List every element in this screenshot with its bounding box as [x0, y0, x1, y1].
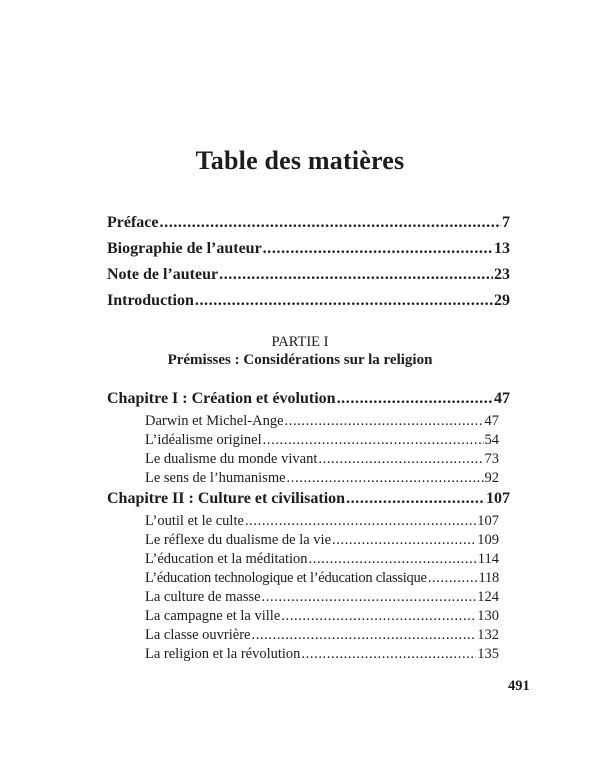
dot-leader — [346, 490, 485, 508]
toc-section-label: La culture de masse — [145, 589, 261, 605]
toc-section-page: 92 — [484, 470, 499, 486]
part-label: PARTIE I — [271, 334, 329, 350]
toc-section-label: L’idéalisme originel — [145, 432, 262, 448]
dot-leader — [219, 266, 493, 284]
dot-leader — [309, 551, 477, 568]
toc-entry-preface[interactable] — [107, 214, 510, 236]
toc-section-label: La campagne et la ville — [145, 608, 281, 624]
dot-leader — [337, 390, 493, 408]
toc-section-label: Darwin et Michel-Ange — [145, 413, 284, 429]
toc-entry-page: 7 — [502, 214, 510, 231]
toc-chapter-page: 107 — [486, 490, 510, 507]
toc-section-page: 132 — [477, 627, 499, 643]
toc-section-label: L’éducation et la méditation — [145, 551, 308, 567]
toc-entry-label: Introduction — [107, 292, 194, 309]
toc-section[interactable] — [145, 570, 499, 589]
toc-entry-label: Biographie de l’auteur — [107, 240, 262, 257]
toc-section-page: 107 — [477, 513, 499, 529]
dot-leader — [318, 451, 483, 468]
toc-section-label: L’outil et le culte — [145, 513, 244, 529]
toc-entry-page: 13 — [494, 240, 510, 257]
dot-leader — [332, 532, 476, 549]
toc-chapter-label: Chapitre I : Création et évolution — [107, 390, 336, 407]
toc-section-label: La religion et la révolution — [145, 646, 301, 662]
toc-section[interactable] — [145, 451, 499, 470]
toc-chapter-2[interactable] — [107, 490, 510, 512]
toc-section[interactable] — [145, 532, 499, 551]
dot-leader — [263, 432, 484, 449]
toc-section[interactable] — [145, 608, 499, 627]
toc-section-label: La classe ouvrière — [145, 627, 251, 643]
toc-section-label: Le dualisme du monde vivant — [145, 451, 318, 467]
toc-section-label: Le sens de l’humanisme — [145, 470, 286, 486]
dot-leader — [262, 589, 477, 606]
toc-section-page: 109 — [477, 532, 499, 548]
toc-chapter-label: Chapitre II : Culture et civilisation — [107, 490, 346, 507]
dot-leader — [285, 413, 484, 430]
toc-section[interactable] — [145, 432, 499, 451]
toc-section[interactable] — [145, 589, 499, 608]
toc-chapter-page: 47 — [494, 390, 510, 407]
dot-leader — [263, 240, 493, 258]
dot-leader — [287, 470, 484, 487]
dot-leader — [245, 513, 476, 530]
toc-section-page: 47 — [484, 413, 499, 429]
toc-chapter-1[interactable] — [107, 390, 510, 412]
toc-entry-label: Préface — [107, 214, 159, 231]
dot-leader — [195, 292, 493, 310]
toc-entry-page: 29 — [494, 292, 510, 309]
toc-section-label: L’éducation technologique et l’éducation classique — [145, 570, 427, 586]
toc-section[interactable] — [145, 470, 499, 489]
toc-section-page: 114 — [477, 551, 499, 567]
toc-entry-biographie[interactable] — [107, 240, 510, 262]
toc-section-page: 54 — [484, 432, 499, 448]
toc-section-label: Le réflexe du dualisme de la vie — [145, 532, 332, 548]
page-title: Table des matières — [195, 146, 405, 175]
toc-section[interactable] — [145, 551, 499, 570]
dot-leader — [428, 570, 478, 587]
toc-entry-page: 23 — [494, 266, 510, 283]
dot-leader — [301, 646, 476, 663]
dot-leader — [160, 214, 501, 232]
toc-section[interactable] — [145, 627, 499, 646]
toc-section-page: 118 — [478, 570, 499, 586]
page-number: 491 — [508, 678, 530, 694]
dot-leader — [251, 627, 476, 644]
toc-entry-label: Note de l’auteur — [107, 266, 219, 283]
toc-entry-note[interactable] — [107, 266, 510, 288]
toc-section-page: 130 — [477, 608, 499, 624]
toc-section-page: 73 — [484, 451, 499, 467]
part-subtitle: Prémisses : Considérations sur la religion — [167, 352, 433, 368]
toc-section-page: 124 — [477, 589, 499, 605]
toc-section[interactable] — [145, 646, 499, 665]
toc-entry-introduction[interactable] — [107, 292, 510, 314]
toc-section[interactable] — [145, 413, 499, 432]
dot-leader — [281, 608, 476, 625]
toc-section-page: 135 — [477, 646, 499, 662]
toc-section[interactable] — [145, 513, 499, 532]
